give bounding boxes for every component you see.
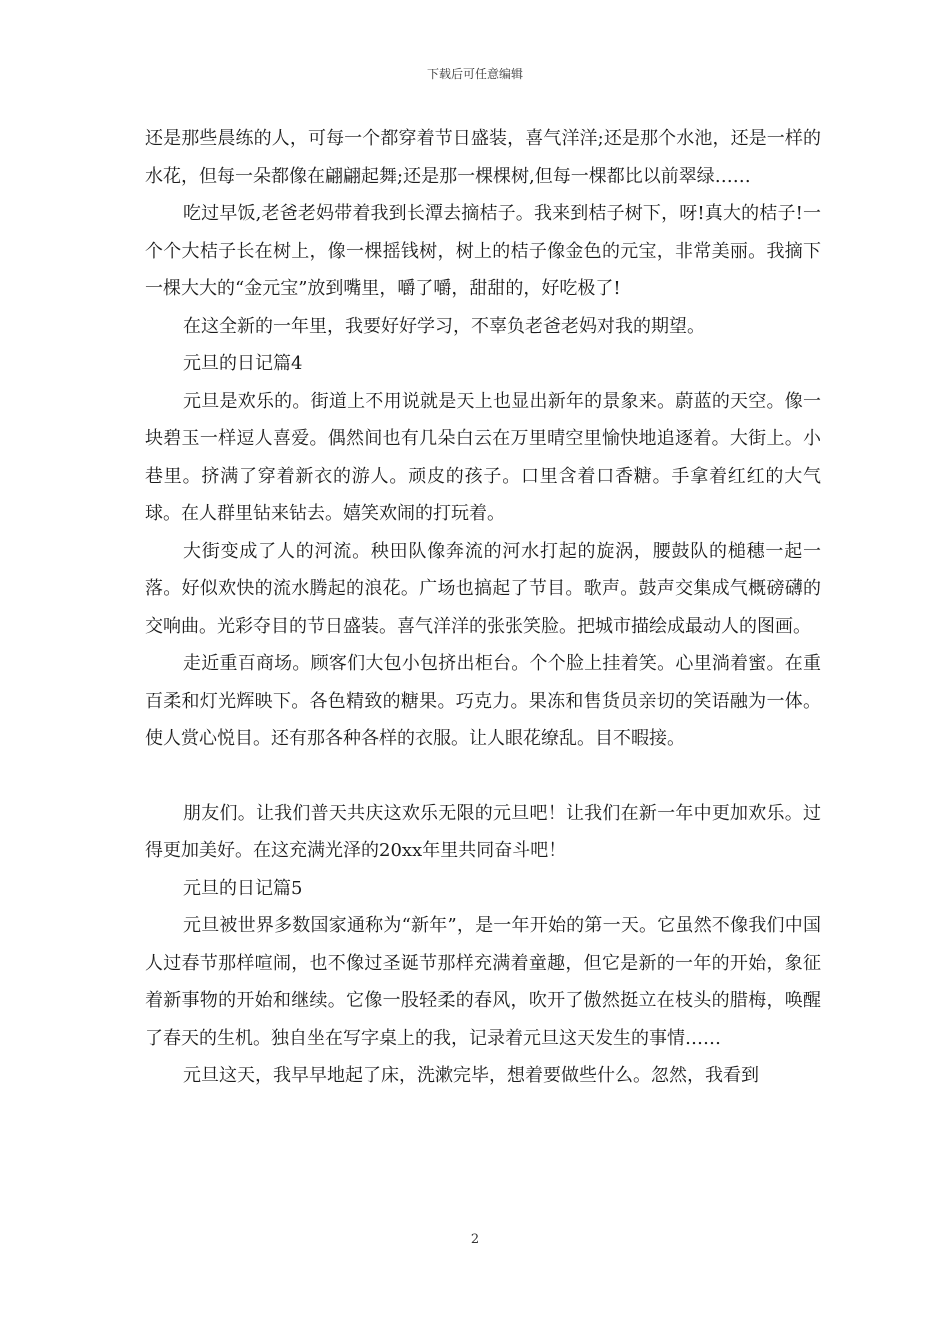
paragraph: 元旦这天，我早早地起了床，洗漱完毕，想着要做些什么。忽然，我看到 [183, 1065, 759, 1086]
section-heading: 元旦的日记篇4 [183, 353, 303, 374]
paragraph: 大街变成了人的河流。秧田队像奔流的河水打起的旋涡，腰鼓队的槌穗一起一落。好似欢快的流水腾起的浪花。广场也搞起了节目。歌声。鼓声交集成气概磅礴的交响曲。光彩夺目的节日盛装。喜气洋洋的张张笑脸。把城市描绘成最动人的图画。 [145, 540, 821, 637]
paragraph: 还是那些晨练的人，可每一个都穿着节日盛装，喜气洋洋;还是那个水池，还是一样的水花，但每一朵都像在翩翩起舞;还是那一棵棵树,但每一棵都比以前翠绿…… [145, 128, 821, 187]
page-number: 2 [470, 1232, 480, 1247]
paragraph: 元旦被世界多数国家通称为“新年”，是一年开始的第一天。它虽然不像我们中国人过春节那样喧闹，也不像过圣诞节那样充满着童趣，但它是新的一年的开始，象征着新事物的开始和继续。它像一股轻柔的春风，吹开了傲然挺立在枝头的腊梅，唤醒了春天的生机。独自坐在写字桌上的我，记录着元旦这天发生的事情…… [145, 915, 821, 1049]
paragraph: 元旦是欢乐的。街道上不用说就是天上也显出新年的景象来。蔚蓝的天空。像一块碧玉一样逗人喜爱。偶然间也有几朵白云在万里晴空里愉快地追逐着。大街上。小巷里。挤满了穿着新衣的游人。顽皮的孩子。口里含着口香糖。手拿着红红的大气球。在人群里钻来钻去。嬉笑欢闹的打玩着。 [145, 390, 821, 524]
section-heading: 元旦的日记篇5 [183, 877, 303, 899]
paragraph: 吃过早饭,老爸老妈带着我到长潭去摘桔子。我来到桔子树下，呀!真大的桔子!一个个大桔子长在树上，像一棵摇钱树，树上的桔子像金色的元宝，非常美丽。我摘下一棵大大的“金元宝”放到嘴里，嚼了嚼，甜甜的，好吃极了! [145, 203, 821, 299]
paragraph: 在这全新的一年里，我要好好学习，不辜负老爸老妈对我的期望。 [183, 315, 705, 337]
paragraph: 朋友们。让我们普天共庆这欢乐无限的元旦吧！让我们在新一年中更加欢乐。过得更加美好。在这充满光泽的20xx年里共同奋斗吧！ [145, 802, 821, 861]
paragraph: 走近重百商场。顾客们大包小包挤出柜台。个个脸上挂着笑。心里淌着蜜。在重百柔和灯光辉映下。各色精致的糖果。巧克力。果冻和售货员亲切的笑语融为一体。使人赏心悦目。还有那各种各样的衣服。让人眼花缭乱。目不暇接。 [145, 653, 821, 749]
document-body [145, 120, 821, 1095]
page-header: 下载后可任意编辑 [426, 67, 523, 81]
